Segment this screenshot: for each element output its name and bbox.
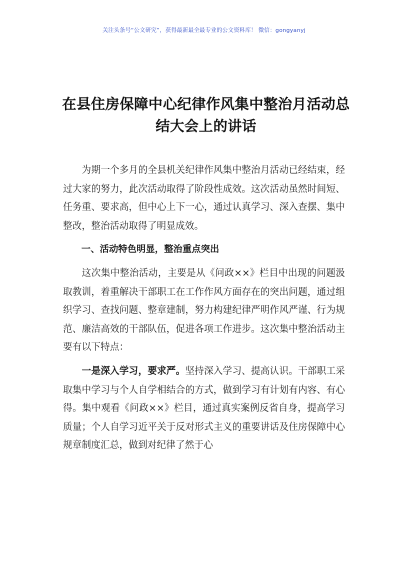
section-heading: 一、活动特色明显，整治重点突出 [81, 244, 220, 256]
header-note: 关注头条号“公文研究”，获得最新最全最专业的公文资料库！ 微信：gongyanyj [102, 28, 306, 34]
document-body [63, 162, 345, 461]
point-lead: 一是深入学习，要求严。 [81, 365, 186, 377]
point-paragraph [63, 363, 345, 456]
intro-paragraph: 为期一个多月的全县机关纪律作风集中整治月活动已经结束，经过大家的努力，此次活动取得了阶段性成效。这次活动虽然时间短、任务重、要求高，但中心上下一心，通过认真学习、深入查摆、集中整改，整治活动取得了明显成效。 [63, 165, 345, 232]
document-title: 在县住房保障中心纪律作风集中整治月活动总结大会上的讲话 [62, 97, 350, 135]
point-text: 坚持深入学习、提高认识。干部职工采取集中学习与个人自学相结合的方式，做到学习有计划有内容、有心得。集中观看《问政××》栏目，通过真实案例反省自身，提高学习质量；个人自学习近平关于反对形式主义的重要讲话及住房保障中心规章制度汇总，做到对纪律了然于心 [63, 365, 345, 452]
section-paragraph: 这次集中整治活动，主要是从《问政××》栏目中出现的问题汲取教训，着重解决干部职工在工作作风方面存在的突出问题，通过组织学习、查找问题、整章建制，努力构建纪律严明作风严谨、行为规范、廉洁高效的干部队伍，促进各项工作进步。这次集中整治活动主要有以下特点： [63, 267, 345, 354]
